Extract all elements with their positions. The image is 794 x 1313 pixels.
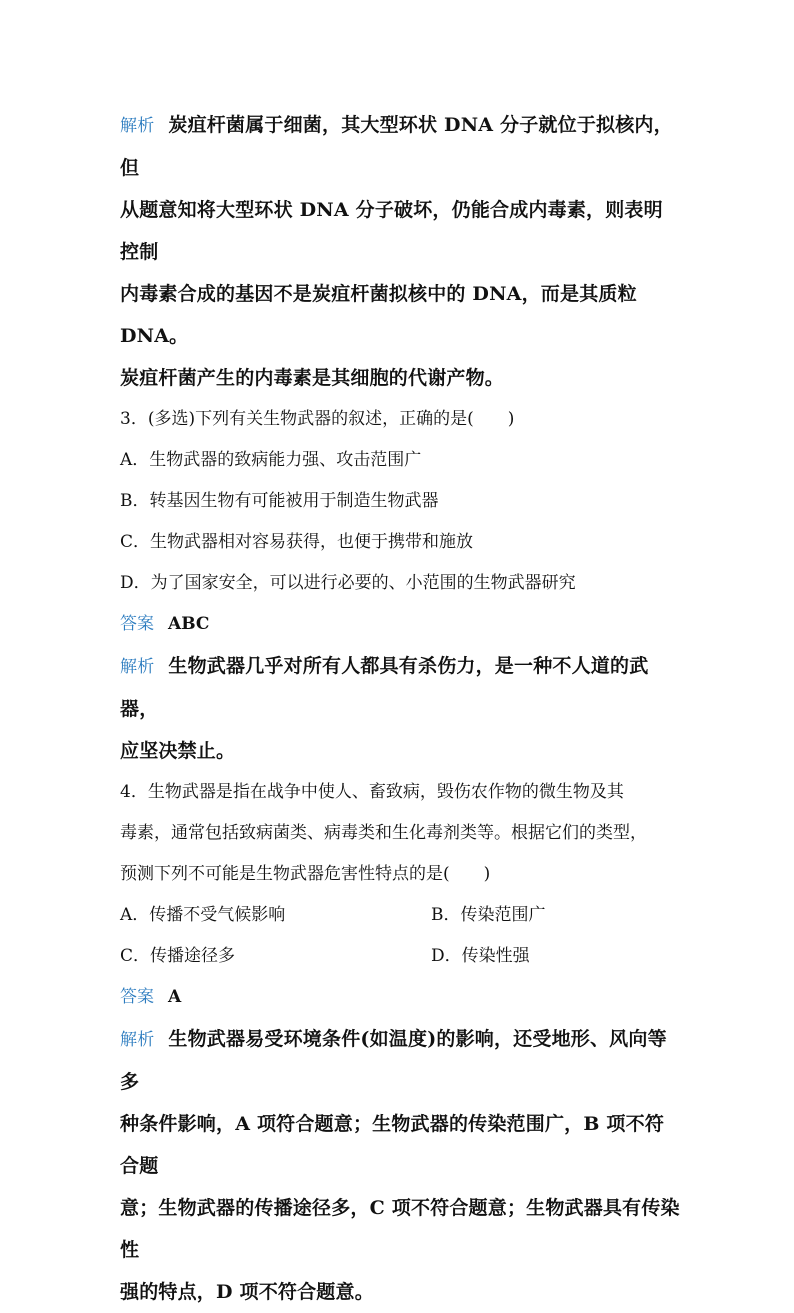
answer-value: A bbox=[168, 987, 182, 1007]
explanation-line: 炭疽杆菌产生的内毒素是其细胞的代谢产物。 bbox=[120, 367, 505, 389]
option-a: A．生物武器的致病能力强、攻击范围广 bbox=[120, 450, 422, 470]
explanation-line: 解析 生物武器易受环境条件(如温度)的影响，还受地形、风向等多 bbox=[120, 1028, 667, 1093]
q2-explanation bbox=[120, 104, 680, 399]
document-page bbox=[120, 104, 680, 1313]
question-stem: 3．(多选)下列有关生物武器的叙述，正确的是( ) bbox=[120, 409, 515, 429]
option-d: D．为了国家安全，可以进行必要的、小范围的生物武器研究 bbox=[120, 573, 576, 593]
question-3 bbox=[120, 399, 680, 772]
option-d: D．传染性强 bbox=[431, 946, 530, 966]
explanation-line: 解析 炭疽杆菌属于细菌，其大型环状 DNA 分子就位于拟核内，但 bbox=[120, 114, 673, 179]
explanation-label: 解析 bbox=[120, 1030, 155, 1050]
option-c: C．生物武器相对容易获得，也便于携带和施放 bbox=[120, 532, 474, 552]
option-b: B．传染范围广 bbox=[431, 905, 546, 925]
answer-line bbox=[120, 604, 680, 645]
options-row bbox=[120, 895, 680, 936]
option-a: A．传播不受气候影响 bbox=[120, 905, 286, 925]
explanation-line: 解析 生物武器几乎对所有人都具有杀伤力，是一种不人道的武器， bbox=[120, 655, 649, 720]
option-c: C．传播途径多 bbox=[120, 946, 236, 966]
question-stem: 4．生物武器是指在战争中使人、畜致病，毁伤农作物的微生物及其 bbox=[120, 782, 624, 802]
answer-line bbox=[120, 977, 680, 1018]
explanation-label: 解析 bbox=[120, 657, 155, 677]
explanation-line: 应坚决禁止。 bbox=[120, 740, 236, 762]
question-4 bbox=[120, 772, 680, 1313]
question-stem: 预测下列不可能是生物武器危害性特点的是( ) bbox=[120, 864, 491, 884]
option-b: B．转基因生物有可能被用于制造生物武器 bbox=[120, 491, 439, 511]
explanation-label: 解析 bbox=[120, 116, 155, 136]
explanation-line: 意；生物武器的传播途径多，C 项不符合题意；生物武器具有传染性 bbox=[120, 1197, 680, 1261]
question-stem: 毒素，通常包括致病菌类、病毒类和生化毒剂类等。根据它们的类型， bbox=[120, 823, 647, 843]
explanation-line: 强的特点，D 项不符合题意。 bbox=[120, 1281, 374, 1303]
answer-label: 答案 bbox=[120, 987, 154, 1007]
explanation-line: 从题意知将大型环状 DNA 分子破坏，仍能合成内毒素，则表明控制 bbox=[120, 199, 663, 263]
explanation-line: 种条件影响，A 项符合题意；生物武器的传染范围广，B 项不符合题 bbox=[120, 1113, 665, 1177]
answer-label: 答案 bbox=[120, 614, 154, 634]
answer-value: ABC bbox=[168, 614, 210, 634]
explanation-line: 内毒素合成的基因不是炭疽杆菌拟核中的 DNA，而是其质粒 DNA。 bbox=[120, 283, 637, 347]
options-row bbox=[120, 936, 680, 977]
